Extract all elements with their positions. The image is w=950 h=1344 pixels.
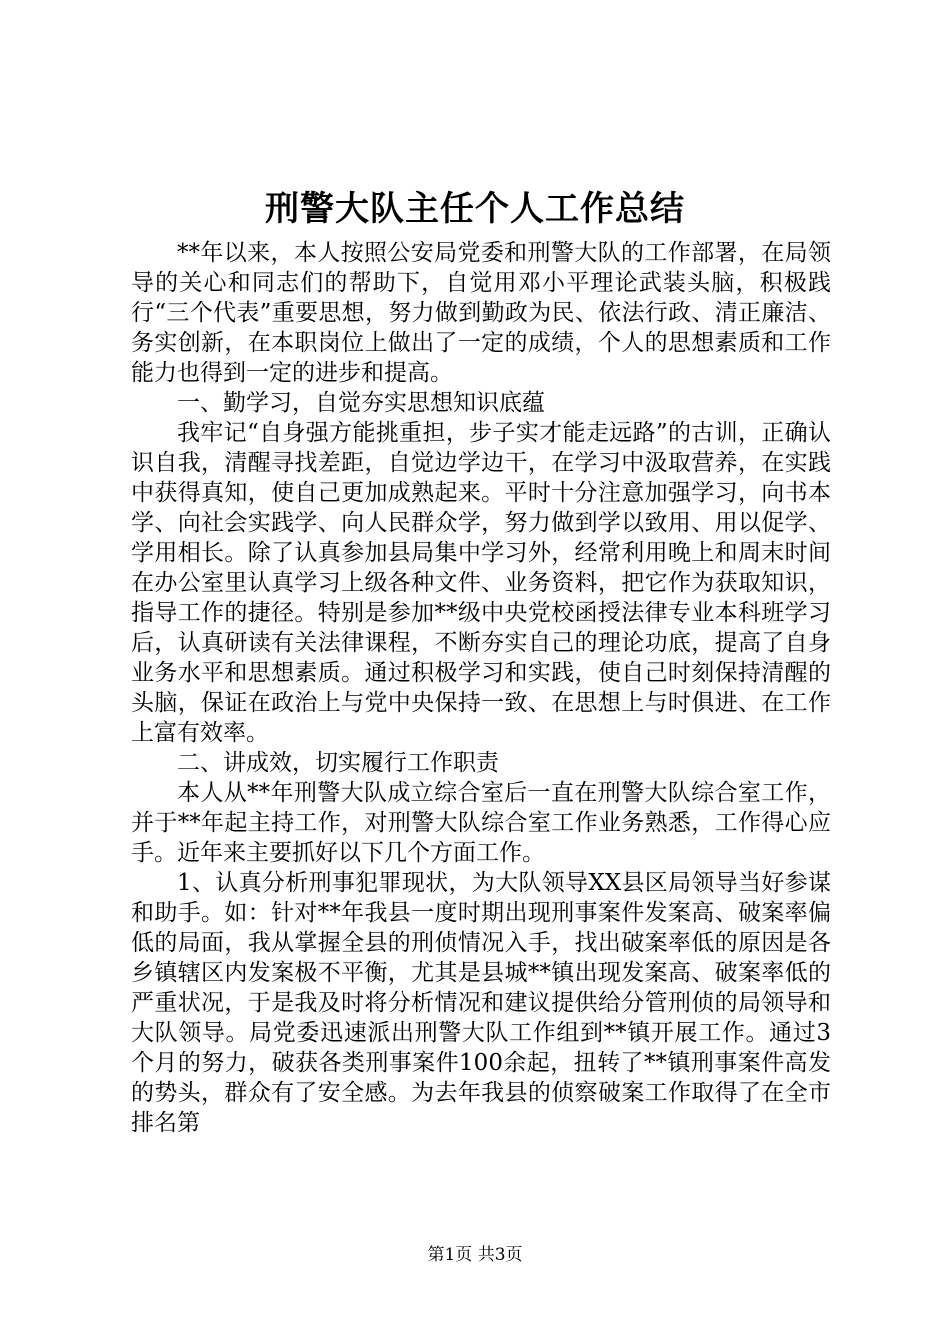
section-heading-results: 二、讲成效，切实履行工作职责 [177,750,499,776]
paragraph-item-1: 1、认真分析刑事犯罪现状，为大队领导XX县区局领导当好参谋和助手。如：针对**年我县一度时期出现刑事案件发案高、破案率偏低的局面，我从掌握全县的刑侦情况入手，找出破案率低的原因是各乡镇辖区内发案极不平衡，尤其是县城**镇出现发案高、破案率低的严重状况，于是我及时将分析情况和建议提供给分管刑侦的局领导和大队领导。局党委迅速派出刑警大队工作组到**镇开展工作。通过3个月的努力，破获各类刑事案件100余起，扭转了**镇刑事案件高发的势头，群众有了安全感。为去年我县的侦察破案工作取得了在全市排名第 [131,870,831,1136]
document-title: 刑警大队主任个人工作总结 [265,189,685,229]
section-heading-study: 一、勤学习，自觉夯实思想知识底蕴 [177,390,545,416]
paragraph-intro: **年以来，本人按照公安局党委和刑警大队的工作部署，在局领导的关心和同志们的帮助下，自觉用邓小平理论武装头脑，积极践行“三个代表”重要思想，努力做到勤政为民、依法行政、清正廉洁、务实创新，在本职岗位上做出了一定的成绩，个人的思想素质和工作能力也得到一定的进步和提高。 [131,240,831,386]
paragraph-study: 我牢记“自身强方能挑重担，步子实才能走远路”的古训，正确认识自我，清醒寻找差距，自觉边学边干，在学习中汲取营养，在实践中获得真知，使自己更加成熟起来。平时十分注意加强学习，向书本学、向社会实践学、向人民群众学，努力做到学以致用、用以促学、学用相长。除了认真参加县局集中学习外，经常利用晚上和周末时间在办公室里认真学习上级各种文件、业务资料，把它作为获取知识，指导工作的捷径。特别是参加**级中央党校函授法律专业本科班学习后，认真研读有关法律课程，不断夯实自己的理论功底，提高了自身业务水平和思想素质。通过积极学习和实践，使自己时刻保持清醒的头脑，保证在政治上与党中央保持一致、在思想上与时俱进、在工作上富有效率。 [131,420,831,746]
document-body [131,238,831,1138]
paragraph-duties: 本人从**年刑警大队成立综合室后一直在刑警大队综合室工作，并于**年起主持工作，对刑警大队综合室工作业务熟悉，工作得心应手。近年来主要抓好以下几个方面工作。 [131,780,831,866]
page-number-footer: 第1页 共3页 [427,1245,523,1265]
